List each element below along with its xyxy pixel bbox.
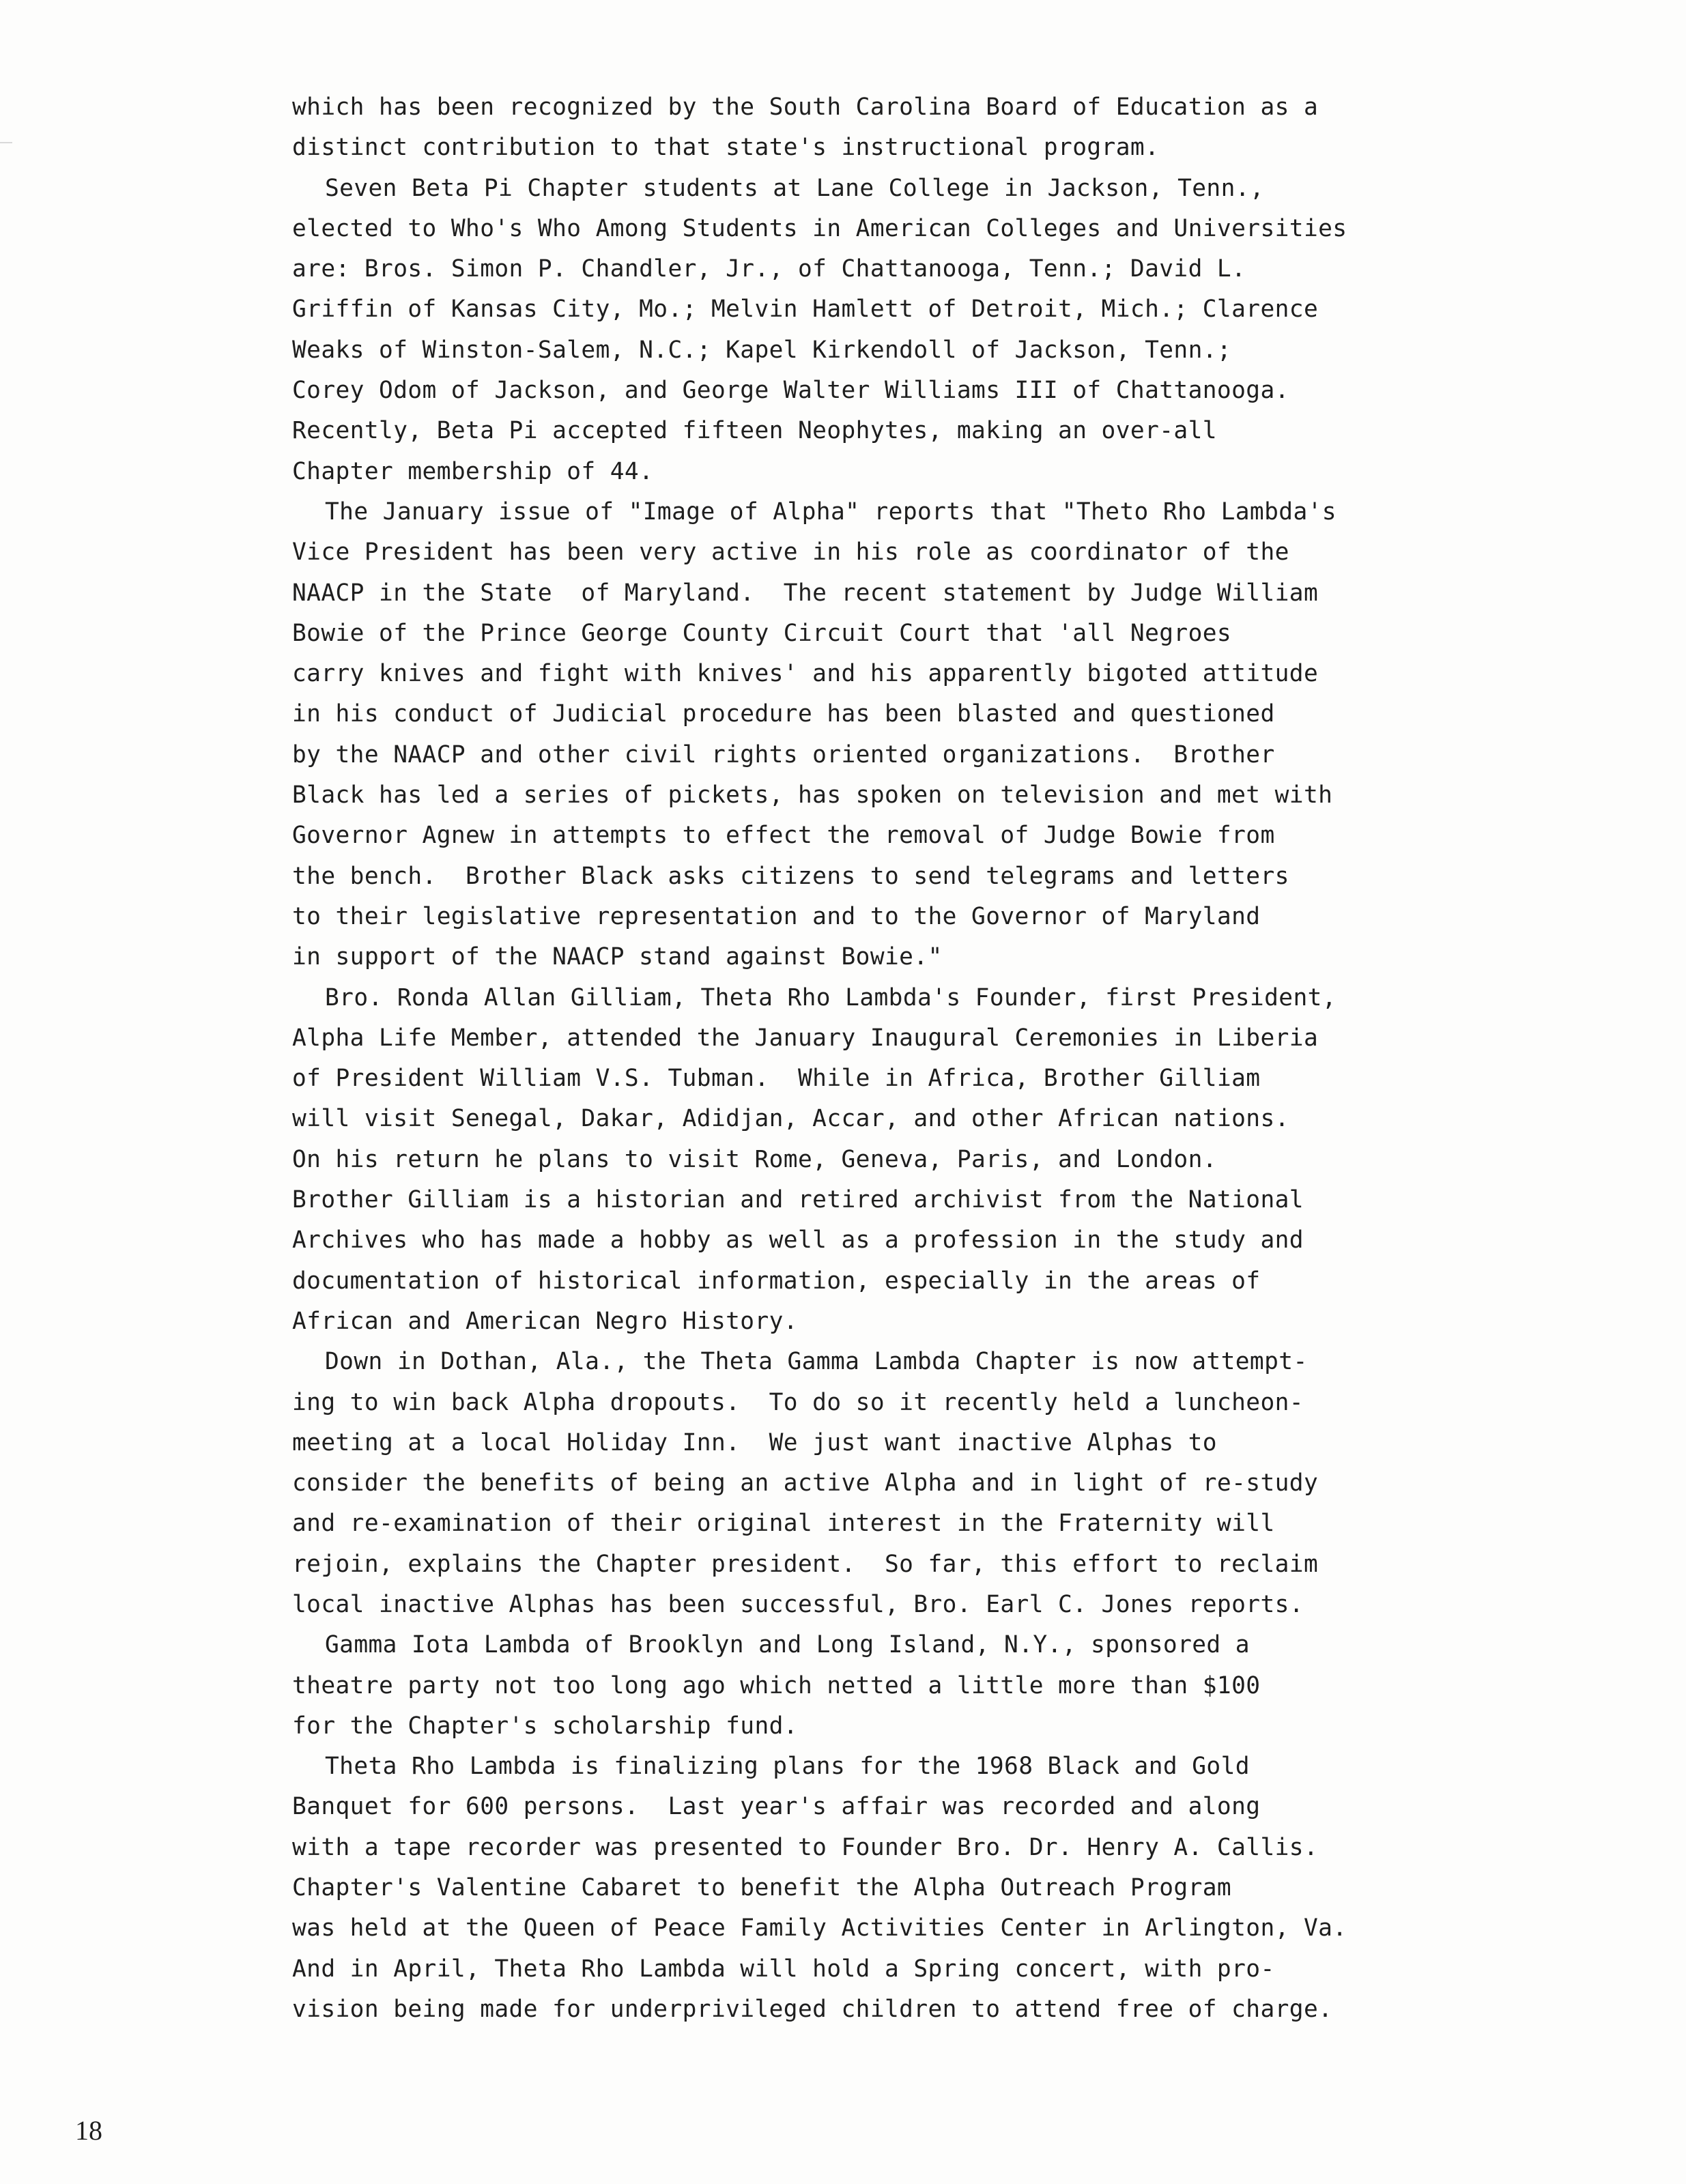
text-line: by the NAACP and other civil rights oriented organizations. Brother: [292, 741, 1275, 768]
text-line: rejoin, explains the Chapter president. So far, this effort to reclaim: [292, 1550, 1319, 1578]
text-line: which has been recognized by the South Carolina Board of Education as a: [292, 94, 1319, 121]
text-line: elected to Who's Who Among Students in American Colleges and Universities: [292, 214, 1347, 242]
text-line: Griffin of Kansas City, Mo.; Melvin Hamlett of Detroit, Mich.; Clarence: [292, 296, 1319, 324]
text-line: in his conduct of Judicial procedure has been blasted and questioned: [292, 700, 1275, 728]
text-line: Vice President has been very active in his role as coordinator of the: [292, 538, 1289, 566]
text-line: Theta Rho Lambda is finalizing plans for the 1968 Black and Gold: [325, 1753, 1250, 1781]
text-line: was held at the Queen of Peace Family Activities Center in Arlington, Va.: [292, 1914, 1347, 1942]
text-line: consider the benefits of being an active Alpha and in light of re-study: [292, 1469, 1319, 1497]
text-line: Black has led a series of pickets, has spoken on television and met with: [292, 781, 1333, 809]
text-line: vision being made for underprivileged children to attend free of charge.: [292, 1995, 1333, 2023]
text-line: The January issue of "Image of Alpha" reports that "Theto Rho Lambda's: [325, 498, 1337, 526]
text-line: the bench. Brother Black asks citizens to send telegrams and letters: [292, 862, 1289, 890]
text-line: Weaks of Winston-Salem, N.C.; Kapel Kirkendoll of Jackson, Tenn.;: [292, 336, 1232, 364]
text-line: Bowie of the Prince George County Circuit Court that 'all Negroes: [292, 619, 1232, 647]
text-line: meeting at a local Holiday Inn. We just want inactive Alphas to: [292, 1428, 1217, 1456]
text-line: Chapter's Valentine Cabaret to benefit the Alpha Outreach Program: [292, 1874, 1232, 1902]
text-line: Bro. Ronda Allan Gilliam, Theta Rho Lambda's Founder, first President,: [325, 983, 1337, 1011]
text-line: Seven Beta Pi Chapter students at Lane College in Jackson, Tenn.,: [325, 174, 1265, 202]
text-line: will visit Senegal, Dakar, Adidjan, Accar, and other African nations.: [292, 1105, 1289, 1133]
text-line: documentation of historical information, especially in the areas of: [292, 1267, 1261, 1295]
text-line: African and American Negro History.: [292, 1307, 798, 1335]
text-line: local inactive Alphas has been successful, Bro. Earl C. Jones reports.: [292, 1590, 1304, 1618]
text-line: are: Bros. Simon P. Chandler, Jr., of Chattanooga, Tenn.; David L.: [292, 255, 1246, 283]
text-line: Corey Odom of Jackson, and George Walter Williams III of Chattanooga.: [292, 377, 1289, 405]
text-line: Recently, Beta Pi accepted fifteen Neophytes, making an over-all: [292, 417, 1217, 445]
text-line: and re-examination of their original interest in the Fraternity will: [292, 1510, 1275, 1538]
page-number: 18: [75, 2115, 102, 2146]
text-line: for the Chapter's scholarship fund.: [292, 1712, 798, 1740]
text-line: Banquet for 600 persons. Last year's affair was recorded and along: [292, 1793, 1261, 1821]
text-line: NAACP in the State of Maryland. The recent statement by Judge William: [292, 579, 1319, 607]
text-line: distinct contribution to that state's instructional program.: [292, 134, 1160, 162]
text-line: of President William V.S. Tubman. While in Africa, Brother Gilliam: [292, 1065, 1261, 1093]
text-line: ing to win back Alpha dropouts. To do so it recently held a luncheon-: [292, 1388, 1304, 1416]
text-line: And in April, Theta Rho Lambda will hold a Spring concert, with pro-: [292, 1955, 1275, 1983]
text-line: in support of the NAACP stand against Bowie.": [292, 943, 943, 971]
text-line: On his return he plans to visit Rome, Geneva, Paris, and London.: [292, 1145, 1217, 1173]
text-line: Chapter membership of 44.: [292, 457, 654, 485]
text-line: Archives who has made a hobby as well as a profession in the study and: [292, 1226, 1304, 1254]
page-edge-mark: [0, 142, 12, 143]
text-line: Gamma Iota Lambda of Brooklyn and Long Island, N.Y., sponsored a: [325, 1631, 1250, 1659]
body-text: [292, 87, 1425, 2030]
text-line: to their legislative representation and to the Governor of Maryland: [292, 902, 1261, 930]
text-line: Brother Gilliam is a historian and retired archivist from the National: [292, 1186, 1304, 1214]
text-line: Down in Dothan, Ala., the Theta Gamma Lambda Chapter is now attempt-: [325, 1348, 1308, 1376]
text-line: theatre party not too long ago which netted a little more than $100: [292, 1671, 1261, 1699]
text-line: Alpha Life Member, attended the January Inaugural Ceremonies in Liberia: [292, 1024, 1319, 1052]
text-line: carry knives and fight with knives' and his apparently bigoted attitude: [292, 660, 1319, 688]
text-line: with a tape recorder was presented to Founder Bro. Dr. Henry A. Callis.: [292, 1833, 1319, 1861]
text-line: Governor Agnew in attempts to effect the removal of Judge Bowie from: [292, 822, 1275, 850]
